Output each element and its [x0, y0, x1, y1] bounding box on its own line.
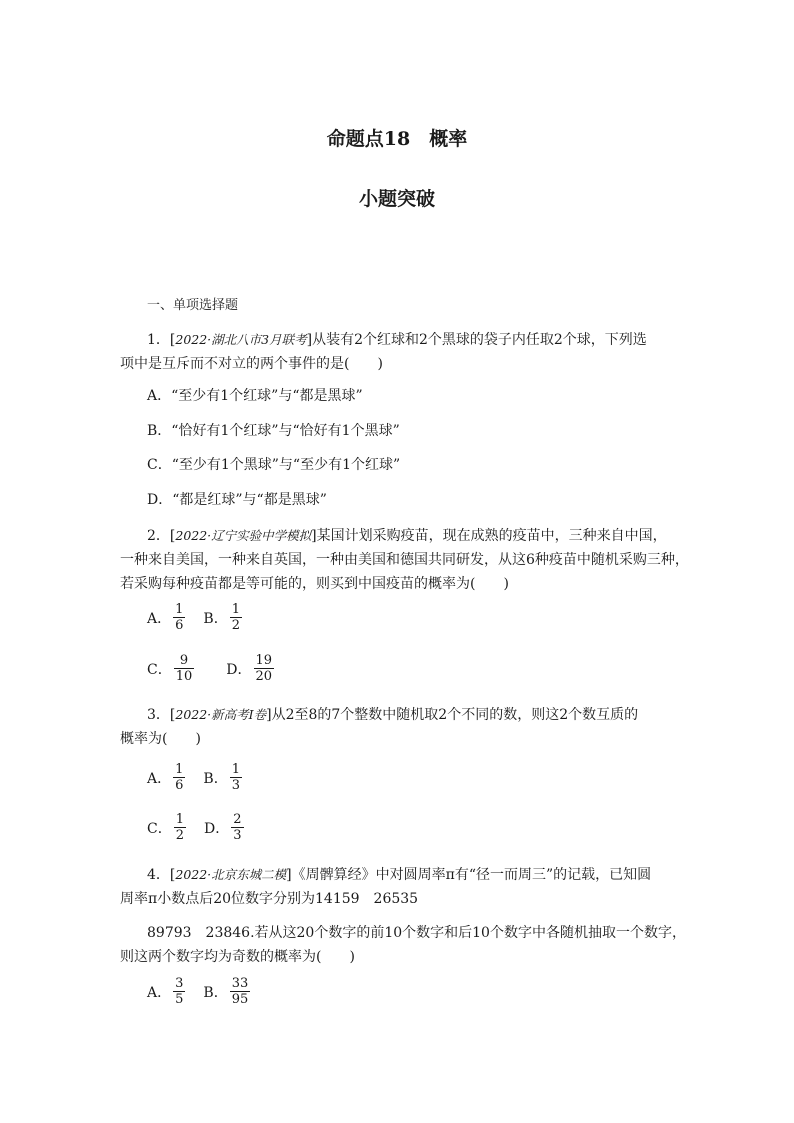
question-1-option-c: C．“至少有1个黑球”与“至少有1个红球” [147, 457, 401, 473]
question-text: ]《周髀算经》中对圆周率π有“径一而周三”的记载，已知圆 [286, 867, 652, 883]
numerator: 9 [174, 653, 195, 669]
fraction [230, 602, 242, 633]
option-label: A． [147, 770, 172, 787]
page-title: 命题点18 概率 [326, 128, 468, 150]
question-text: ]某国计划采购疫苗，现在成熟的疫苗中，三种来自中国， [311, 528, 667, 544]
fraction [174, 653, 195, 684]
question-3-line-1 [147, 703, 638, 727]
numerator: 33 [231, 976, 249, 991]
question-source: 2022·辽宁实验中学模拟 [175, 528, 312, 543]
question-2-line-3: 若采购每种疫苗都是等可能的，则买到中国疫苗的概率为( ) [120, 576, 509, 592]
denominator: 2 [231, 618, 240, 633]
question-4-line-1 [147, 863, 651, 887]
option-label: D． [226, 661, 252, 678]
numerator: 1 [231, 602, 240, 617]
fraction [254, 653, 275, 684]
question-number: 1．[ [147, 332, 176, 348]
option-label: A． [147, 610, 172, 627]
denominator: 5 [175, 992, 184, 1007]
question-text: ]从装有2个红球和2个黑球的袋子内任取2个球，下列选 [306, 332, 647, 348]
denominator: 6 [175, 778, 184, 793]
question-2-options-ab [147, 602, 244, 633]
question-source: 2022·湖北八市3月联考 [175, 332, 307, 347]
option-label: B． [203, 984, 228, 1001]
question-4-line-2: 周率π小数点后20位数字分别为14159 26535 [120, 891, 419, 907]
fraction [230, 762, 242, 793]
denominator: 6 [175, 618, 184, 633]
page-subtitle: 小题突破 [358, 188, 435, 210]
question-4-options-ab [147, 976, 252, 1007]
numerator: 19 [255, 653, 273, 668]
question-2-line-1 [147, 524, 667, 548]
fraction [230, 976, 251, 1007]
numerator: 1 [231, 762, 240, 777]
question-number: 4．[ [147, 867, 176, 883]
numerator: 1 [175, 602, 184, 617]
option-label: B． [203, 770, 228, 787]
numerator: 3 [175, 976, 184, 991]
numerator: 2 [233, 812, 242, 827]
fraction [173, 976, 185, 1007]
question-number: 3．[ [147, 707, 176, 723]
option-label: C． [147, 661, 172, 678]
question-3-line-2: 概率为( ) [120, 731, 201, 747]
fraction [231, 812, 243, 843]
numerator: 1 [175, 812, 184, 827]
denominator: 3 [231, 778, 240, 793]
question-number: 2．[ [147, 528, 176, 544]
question-3-options-ab [147, 762, 244, 793]
denominator: 2 [175, 828, 184, 843]
question-2-line-2: 一种来自美国，一种来自英国，一种由美国和德国共同研发，从这6种疫苗中随机采购三种， [120, 552, 689, 568]
question-4-line-3: 89793 23846.若从这20个数字的前10个数字和后10个数字中各随机抽取一个数字， [147, 925, 686, 941]
section-heading: 一、单项选择题 [147, 298, 239, 313]
denominator: 10 [175, 669, 193, 684]
option-label: C． [147, 820, 172, 837]
option-label: B． [203, 610, 228, 627]
question-2-options-cd [147, 653, 276, 684]
option-label: A． [147, 984, 172, 1001]
question-3-options-cd [147, 812, 246, 843]
question-1-option-b: B．“恰好有1个红球”与“恰好有1个黑球” [147, 423, 400, 439]
denominator: 3 [233, 828, 242, 843]
option-label: D． [204, 820, 230, 837]
question-text: ]从2至8的7个整数中随机取2个不同的数，则这2个数互质的 [266, 707, 639, 723]
question-1-option-a: A．“至少有1个红球”与“都是黑球” [147, 388, 363, 404]
numerator: 1 [175, 762, 184, 777]
denominator: 95 [231, 992, 249, 1007]
question-4-line-4: 则这两个数字均为奇数的概率为( ) [120, 949, 355, 965]
question-source: 2022·北京东城二模 [175, 867, 287, 882]
denominator: 20 [255, 669, 273, 684]
question-1-line-2: 项中是互斥而不对立的两个事件的是( ) [120, 356, 383, 372]
fraction [173, 762, 185, 793]
fraction [174, 812, 186, 843]
question-source: 2022·新高考Ⅰ卷 [175, 707, 267, 722]
fraction [173, 602, 185, 633]
question-1-option-d: D．“都是红球”与“都是黑球” [147, 492, 327, 508]
question-1-line-1 [147, 328, 647, 352]
